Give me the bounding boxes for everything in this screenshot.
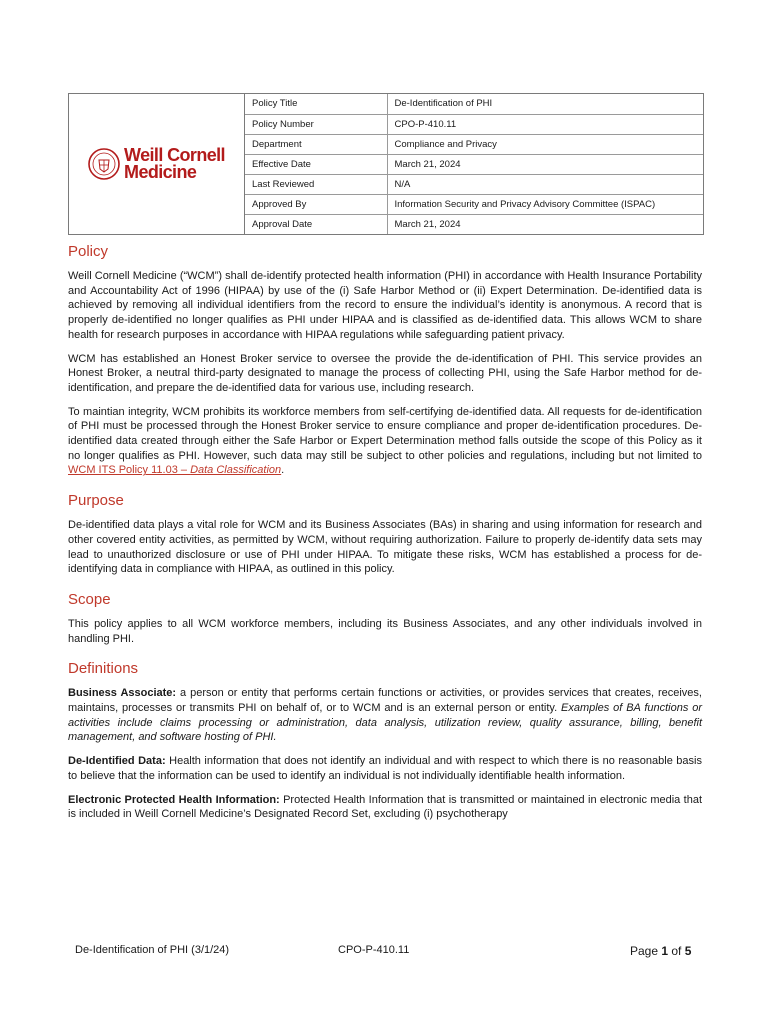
definition-business-associate bbox=[68, 686, 702, 745]
meta-key: Policy Title bbox=[245, 94, 387, 114]
meta-key: Department bbox=[245, 134, 387, 154]
definition-text: Health information that does not identify an individual and with respect to which there is no reasonable basis to believe that the information can be used to identify an individual is not individually identifiable health information. bbox=[68, 755, 702, 782]
meta-key: Effective Date bbox=[245, 154, 387, 174]
paragraph-end: . bbox=[281, 464, 285, 477]
paragraph bbox=[68, 405, 702, 479]
meta-key: Policy Number bbox=[245, 114, 387, 134]
definition-term: De-Identified Data: bbox=[68, 755, 166, 768]
policy-section bbox=[68, 243, 702, 478]
page-prefix: Page bbox=[630, 944, 662, 958]
seal-icon bbox=[88, 148, 120, 180]
meta-row-policy-title bbox=[245, 94, 703, 114]
policy-body bbox=[68, 243, 702, 836]
meta-value: Information Security and Privacy Advisory Committee (ISPAC) bbox=[387, 194, 703, 214]
definition-ephi bbox=[68, 793, 702, 822]
definition-term: Business Associate: bbox=[68, 687, 177, 700]
purpose-section bbox=[68, 492, 702, 577]
scope-section bbox=[68, 591, 702, 646]
meta-value: March 21, 2024 bbox=[394, 218, 461, 230]
meta-value: March 21, 2024 bbox=[387, 154, 703, 174]
definition-term: Electronic Protected Health Information: bbox=[68, 793, 280, 806]
definition-example: Examples of BA functions or activities include claims processing or administration, data analysis, utilization review, quality assurance, billing, benefit management, and software hosting of PHI. bbox=[68, 702, 702, 744]
link-text-italic: Data Classification bbox=[190, 464, 282, 477]
footer-doc-title: De-Identification of PHI (3/1/24) bbox=[75, 944, 230, 956]
page-number bbox=[630, 944, 691, 958]
section-heading-definitions: Definitions bbox=[68, 660, 139, 678]
section-heading-policy: Policy bbox=[68, 243, 109, 260]
meta-value: Compliance and Privacy bbox=[387, 134, 703, 154]
meta-value: CPO-P-410.11 bbox=[387, 114, 703, 134]
policy-meta-table bbox=[245, 94, 703, 234]
wcm-logo bbox=[88, 147, 225, 181]
meta-row-department bbox=[245, 134, 703, 154]
meta-row-effective-date bbox=[245, 154, 703, 174]
paragraph: De-identified data plays a vital role for WCM and its Business Associates (BAs) in sharing and using information for research and other covered entity activities, as permitted by WCM, without requiring authorization. Failure to properly de-identify data sets may lead to unauthorized disclosure or use of PHI under HIPAA. To mitigate these risks, WCM has established a process for de-identifying data in compliance with HIPAA, as outlined in this policy. bbox=[68, 519, 702, 576]
paragraph: WCM has established an Honest Broker service to oversee the provide the de-identification of PHI. This service provides an Honest Broker, a neutral third-party designated to manage the process of collecting PHI, using the Safe Harbor method for de-identification, and prepare the de-identified data for various use, including research. bbox=[68, 352, 702, 394]
logo-line-2: Medicine bbox=[124, 162, 197, 182]
definition-text: a person or entity that performs certain functions or activities, or provides services that creates, receives, maintains, processes or transmits PHI on behalf of, or to WCM and is an external person or entity. bbox=[68, 687, 702, 715]
page-of: of bbox=[668, 944, 685, 958]
footer-policy-number: CPO-P-410.11 bbox=[338, 944, 410, 956]
page-current: 1 bbox=[661, 944, 669, 958]
definition-de-identified-data bbox=[68, 754, 702, 783]
data-classification-link[interactable] bbox=[68, 464, 281, 476]
section-heading-scope: Scope bbox=[68, 590, 111, 608]
page-total: 5 bbox=[684, 944, 692, 958]
definition-text: Protected Health Information that is transmitted or maintained in electronic media that is included in Weill Cornell Medicine’s Designated Record Set, excluding (i) psychotherapy bbox=[68, 793, 702, 821]
meta-key: Approval Date bbox=[245, 214, 387, 234]
paragraph: Weill Cornell Medicine (“WCM”) shall de-identify protected health information (PHI) in accordance with Health Insurance Portability and Accountability Act of 1996 (HIPAA) by use of the (i) Safe Harbor Method or (ii) Expert Determination. De-identified data is achieved by removing all individual identifiers from the record to ensure the individual’s identity is anonymous. A record that is properly de-identified no longer qualifies as PHI under HIPAA and is classified as de-identified data. This allows WCM to share health for research purposes in accordance with HIPAA regulations while safeguarding patient privacy. bbox=[68, 270, 702, 341]
meta-row-policy-number bbox=[245, 114, 703, 134]
section-heading-purpose: Purpose bbox=[68, 492, 124, 510]
paragraph: This policy applies to all WCM workforce members, including its Business Associates, and any other individuals involved in handling PHI. bbox=[68, 617, 702, 645]
meta-row-approval-date bbox=[245, 214, 703, 234]
meta-key: Approved By bbox=[245, 194, 387, 214]
meta-value: N/A bbox=[387, 174, 703, 194]
logo-cell bbox=[69, 94, 245, 234]
meta-row-approved-by bbox=[245, 194, 703, 214]
meta-value: De-Identification of PHI bbox=[387, 94, 703, 114]
link-text: WCM ITS Policy 11.03 – bbox=[68, 464, 191, 477]
logo-line-1: Weill Cornell bbox=[124, 145, 225, 165]
paragraph-text: To maintian integrity, WCM prohibits its workforce members from self-certifying de-identified data. All requests for de-identification of PHI must be processed through the Honest Broker service to ensure compliance and proper de-identification procedures. De-identified data created through either the Safe Harbor or Expert Determination method falls outside the scope of this Policy as it no longer qualifies as PHI. However, such data may still be subject to other policies and regulations, including but not limited to bbox=[68, 405, 702, 462]
meta-key: Last Reviewed bbox=[245, 174, 387, 194]
definitions-section bbox=[68, 660, 702, 822]
meta-row-last-reviewed bbox=[245, 174, 703, 194]
policy-header-table bbox=[68, 93, 704, 235]
